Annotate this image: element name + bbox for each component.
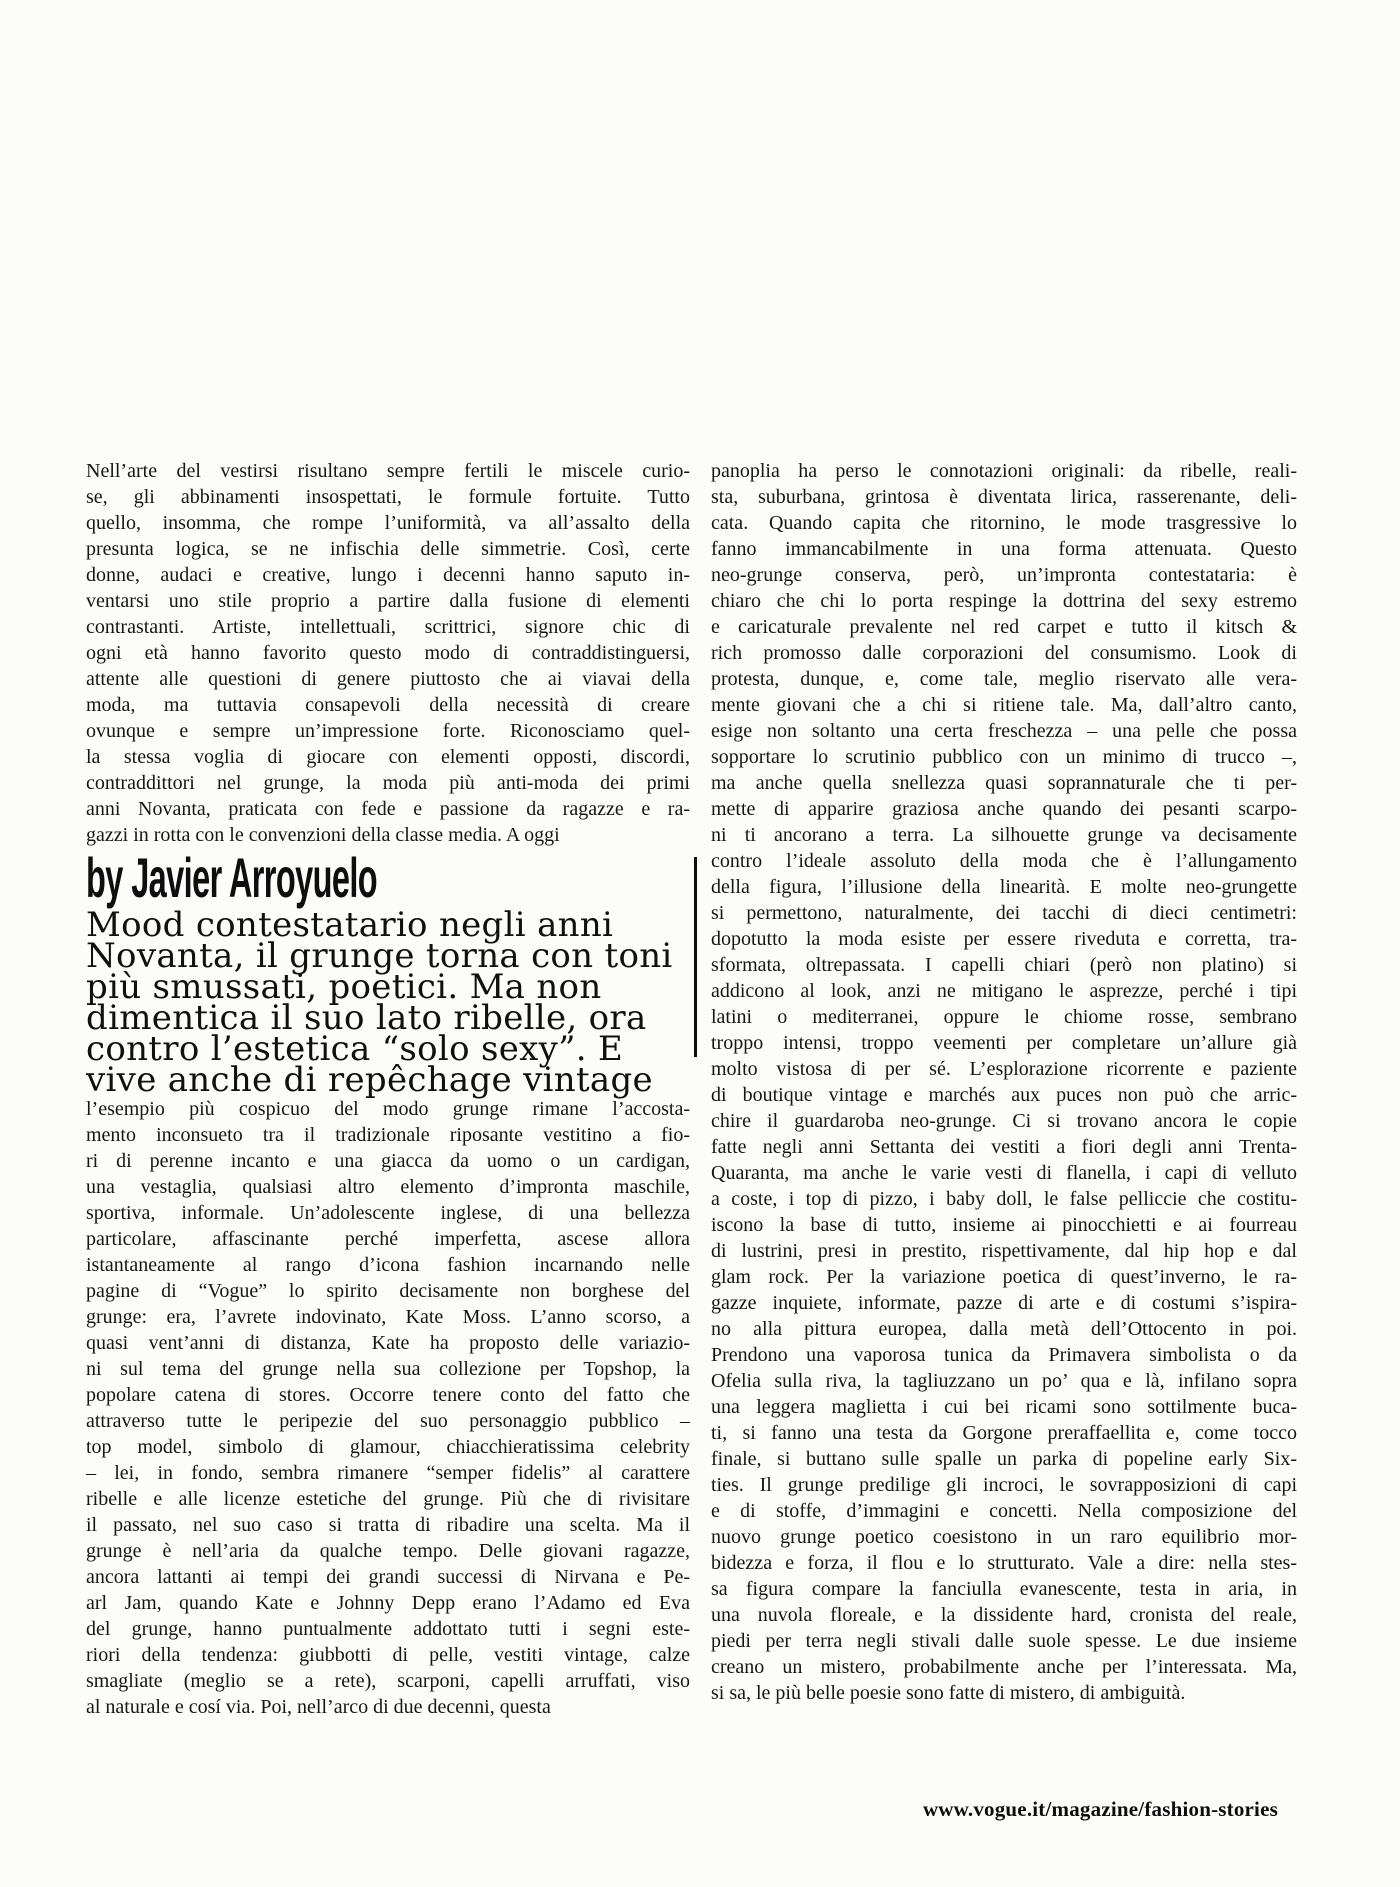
text-line: contro l’ideale assoluto della moda che è l’allungamento <box>711 850 1297 872</box>
text-line: chire il guardaroba neo-grunge. Ci si trovano ancora le copie <box>711 1110 1297 1132</box>
text-line: di lustrini, presi in prestito, rispettivamente, dal hip hop e dal <box>711 1240 1297 1262</box>
text-line: ti, si fanno una testa da Gorgone preraffaellita e, come tocco <box>711 1422 1297 1444</box>
text-line: sa figura compare la fanciulla evanescente, testa in aria, in <box>711 1578 1297 1600</box>
text-line: riori della tendenza: giubbotti di pelle, vestiti vintage, calze <box>86 1644 690 1666</box>
text-line: fatte negli anni Settanta dei vestiti a fiori degli anni Trenta- <box>711 1136 1297 1158</box>
text-line: addicono al look, anzi ne mitigano le asprezze, perché i tipi <box>711 980 1297 1002</box>
text-line: fanno immancabilmente in una forma attenuata. Questo <box>711 538 1297 560</box>
text-line: donne, audaci e creative, lungo i decenni hanno saputo in- <box>86 564 690 586</box>
text-line: piedi per terra negli stivali dalle suole spesse. Le due insieme <box>711 1630 1297 1652</box>
text-line: presunta logica, se ne infischia delle simmetrie. Così, certe <box>86 538 690 560</box>
text-line: glam rock. Per la variazione poetica di quest’inverno, le ra- <box>711 1266 1297 1288</box>
text-line: ventarsi uno stile proprio a partire dalla fusione di elementi <box>86 590 690 612</box>
text-line: quasi vent’anni di distanza, Kate ha proposto delle variazio- <box>86 1332 690 1354</box>
text-line: popolare catena di stores. Occorre tenere conto del fatto che <box>86 1384 690 1406</box>
text-line: se, gli abbinamenti insospettati, le formule fortuite. Tutto <box>86 486 690 508</box>
footer-url: www.vogue.it/magazine/fashion-stories <box>922 1797 1278 1821</box>
text-line: una nuvola floreale, e la dissidente hard, cronista del reale, <box>711 1604 1297 1626</box>
byline: by Javier Arroyuelo <box>86 846 378 909</box>
text-line: bidezza e forza, il flou e lo strutturato. Vale a dire: nella stes- <box>711 1552 1297 1574</box>
text-line: ancora lattanti ai tempi dei grandi successi di Nirvana e Pe- <box>86 1566 690 1588</box>
text-line: rich promosso dalle corporazioni del consumismo. Look di <box>711 642 1297 664</box>
headline-line: vive anche di repêchage vintage <box>86 1060 653 1100</box>
text-line: al naturale e cosí via. Poi, nell’arco di due decenni, questa <box>86 1696 551 1718</box>
text-line: si permettono, naturalmente, dei tacchi di dieci centimetri: <box>711 902 1297 924</box>
text-line: smagliate (meglio se a rete), scarponi, capelli arruffati, viso <box>86 1670 690 1692</box>
text-line: no alla pittura europea, dalla metà dell’Ottocento in poi. <box>711 1318 1297 1340</box>
headline-line: più smussati, poetici. Ma non <box>86 967 602 1007</box>
text-line: ties. Il grunge predilige gli incroci, le sovrapposizioni di capi <box>711 1474 1297 1496</box>
text-line: si sa, le più belle poesie sono fatte di mistero, di ambiguità. <box>711 1682 1186 1704</box>
text-line: attraverso tutte le peripezie del suo personaggio pubblico – <box>86 1410 690 1432</box>
text-line: molto vistosa di per sé. L’esplorazione ricorrente e paziente <box>711 1058 1297 1080</box>
text-line: sta, suburbana, grintosa è diventata lirica, rasserenante, deli- <box>711 486 1297 508</box>
text-line: troppo intensi, troppo veementi per completare un’allure già <box>711 1032 1297 1054</box>
headline <box>86 905 690 1100</box>
text-line: ma anche quella snellezza quasi soprannaturale che ti per- <box>711 772 1297 794</box>
text-line: Ofelia sulla riva, la tagliuzzano un po’ qua e là, infilano sopra <box>711 1370 1297 1392</box>
text-line: ribelle e alle licenze estetiche del grunge. Più che di rivisitare <box>86 1488 690 1510</box>
text-line: mento inconsueto tra il tradizionale riposante vestitino a fio- <box>86 1124 690 1146</box>
text-line: grunge è nell’aria da qualche tempo. Delle giovani ragazze, <box>86 1540 690 1562</box>
text-line: mette di apparire graziosa anche quando dei pesanti scarpo- <box>711 798 1297 820</box>
text-line: chiaro che chi lo porta respinge la dottrina del sexy estremo <box>711 590 1297 612</box>
text-line: e caricaturale prevalente nel red carpet e tutto il kitsch & <box>711 616 1297 638</box>
text-line: gazze inquiete, informate, pazze di arte e di costumi s’ispira- <box>711 1292 1297 1314</box>
left-column-text-part1 <box>86 458 690 848</box>
text-line: ovunque e sempre un’impressione forte. Riconosciamo quel- <box>86 720 690 742</box>
text-line: ogni età hanno favorito questo modo di contraddistinguersi, <box>86 642 690 664</box>
left-column <box>86 458 690 1720</box>
text-line: quello, insomma, che rompe l’uniformità, va all’assalto della <box>86 512 690 534</box>
left-column-text-part2 <box>86 1096 690 1720</box>
text-line: della figura, l’illusione della linearità. E molte neo-grungette <box>711 876 1297 898</box>
text-line: contraddittori nel grunge, la moda più anti-moda dei primi <box>86 772 690 794</box>
text-line: sopportare lo scrutinio pubblico con un minimo di trucco –, <box>711 746 1297 768</box>
text-line: anni Novanta, praticata con fede e passione da ragazze e ra- <box>86 798 690 820</box>
text-line: nuovo grunge poetico coesistono in un raro equilibrio mor- <box>711 1526 1297 1548</box>
text-line: neo-grunge conserva, però, un’impronta contestataria: è <box>711 564 1297 586</box>
text-line: del grunge, hanno puntualmente addottato tutti i segni este- <box>86 1618 690 1640</box>
text-line: – lei, in fondo, sembra rimanere “semper fidelis” al carattere <box>86 1462 690 1484</box>
text-line: istantaneamente al rango d’icona fashion incarnando nelle <box>86 1254 690 1276</box>
text-line: Prendono una vaporosa tunica da Primavera simbolista o da <box>711 1344 1297 1366</box>
text-line: creano un mistero, probabilmente anche per l’interessata. Ma, <box>711 1656 1297 1678</box>
text-line: particolare, affascinante perché imperfetta, ascese allora <box>86 1228 690 1250</box>
text-line: sportiva, informale. Un’adolescente inglese, di una bellezza <box>86 1202 690 1224</box>
text-line: a coste, i top di pizzo, i baby doll, le false pelliccie che costitu- <box>711 1188 1297 1210</box>
text-line: mente giovani che a chi si ritiene tale. Ma, dall’altro canto, <box>711 694 1297 716</box>
headline-line: Mood contestatario negli anni <box>86 905 614 945</box>
text-line: Nell’arte del vestirsi risultano sempre fertili le miscele curio- <box>86 460 690 482</box>
headline-line: dimentica il suo lato ribelle, ora <box>86 998 647 1038</box>
column-divider-rule <box>694 857 697 1057</box>
right-column-text <box>711 458 1297 1706</box>
text-line: cata. Quando capita che ritornino, le mode trasgressive lo <box>711 512 1297 534</box>
text-line: il passato, nel suo caso si tratta di ribadire una scelta. Ma il <box>86 1514 690 1536</box>
headline-line: Novanta, il grunge torna con toni <box>86 936 673 976</box>
text-line: una vestaglia, qualsiasi altro elemento d’impronta maschile, <box>86 1176 690 1198</box>
text-line: contrastanti. Artiste, intellettuali, scrittrici, signore chic di <box>86 616 690 638</box>
right-column <box>711 458 1297 1706</box>
text-line: arl Jam, quando Kate e Johnny Depp erano l’Adamo ed Eva <box>86 1592 690 1614</box>
text-line: dopotutto la moda esiste per essere riveduta e corretta, tra- <box>711 928 1297 950</box>
text-line: pagine di “Vogue” lo spirito decisamente non borghese del <box>86 1280 690 1302</box>
text-line: la stessa voglia di giocare con elementi opposti, discordi, <box>86 746 690 768</box>
text-line: di boutique vintage e marchés aux puces non può che arric- <box>711 1084 1297 1106</box>
text-line: attente alle questioni di genere piuttosto che ai viavai della <box>86 668 690 690</box>
text-line: gazzi in rotta con le convenzioni della classe media. A oggi <box>86 824 560 846</box>
text-line: finale, si buttano sulle spalle un parka di popeline early Six- <box>711 1448 1297 1470</box>
text-line: top model, simbolo di glamour, chiacchieratissima celebrity <box>86 1436 690 1458</box>
text-line: sformata, oltrepassata. I capelli chiari (però non platino) si <box>711 954 1297 976</box>
headline-line: contro l’estetica “solo sexy”. E <box>86 1029 624 1069</box>
text-line: grunge: era, l’avrete indovinato, Kate Moss. L’anno scorso, a <box>86 1306 690 1328</box>
text-line: una leggera maglietta i cui bei ricami sono sottilmente buca- <box>711 1396 1297 1418</box>
text-line: l’esempio più cospicuo del modo grunge rimane l’accosta- <box>86 1098 690 1120</box>
text-line: ni ti ancorano a terra. La silhouette grunge va decisamente <box>711 824 1297 846</box>
text-line: e di stoffe, d’immagini e concetti. Nella composizione del <box>711 1500 1297 1522</box>
text-line: Quaranta, ma anche le varie vesti di flanella, i capi di velluto <box>711 1162 1297 1184</box>
text-line: ri di perenne incanto e una giacca da uomo o un cardigan, <box>86 1150 690 1172</box>
text-line: iscono la base di tutto, insieme ai pinocchietti e ai fourreau <box>711 1214 1297 1236</box>
text-line: moda, ma tuttavia consapevoli della necessità di creare <box>86 694 690 716</box>
text-line: protesta, dunque, e, come tale, meglio riservato alle vera- <box>711 668 1297 690</box>
text-line: esige non soltanto una certa freschezza – una pelle che possa <box>711 720 1297 742</box>
text-line: ni sul tema del grunge nella sua collezione per Topshop, la <box>86 1358 690 1380</box>
text-line: latini o mediterranei, oppure le chiome rosse, sembrano <box>711 1006 1297 1028</box>
text-line: panoplia ha perso le connotazioni originali: da ribelle, reali- <box>711 460 1297 482</box>
